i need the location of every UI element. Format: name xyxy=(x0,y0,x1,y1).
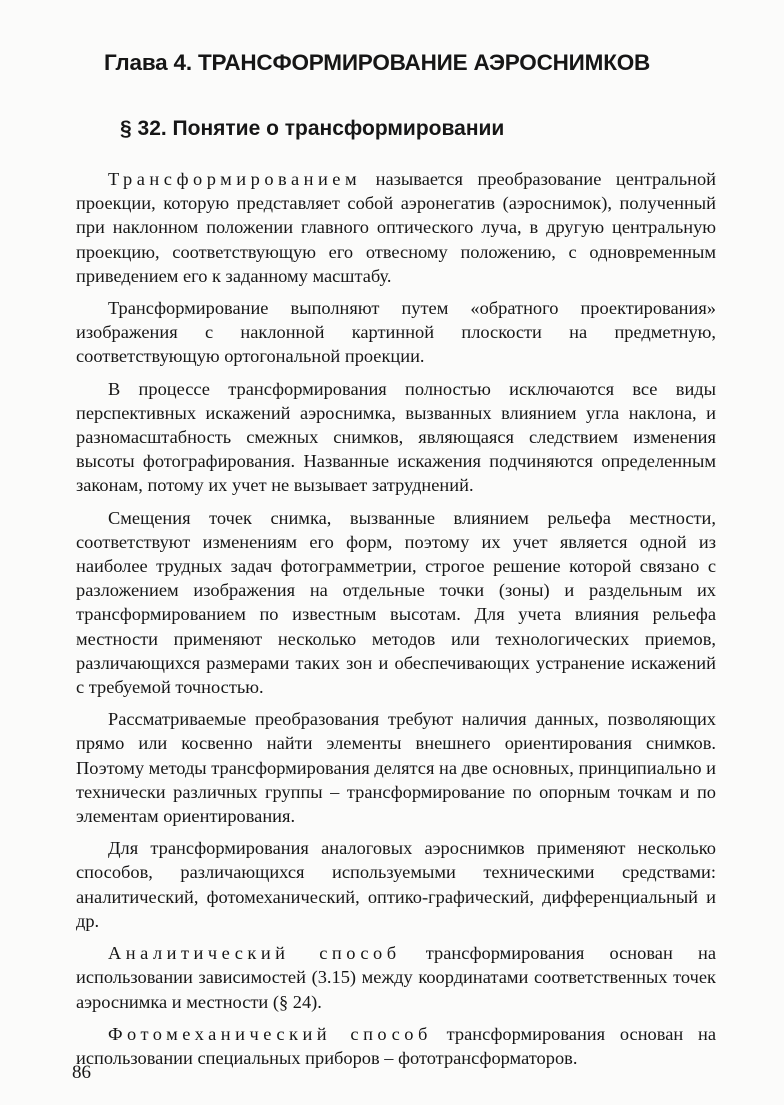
chapter-title: Глава 4. ТРАНСФОРМИРОВАНИЕ АЭРОСНИМКОВ xyxy=(104,50,651,75)
paragraph: В процессе трансформирования полностью исключаются все виды перспективных искажений аэроснимка, вызванных влиянием угла наклона, и разномасштабность смежных снимков, являющаяся следствием изменения высоты фотографирования. Названные искажения подчиняются определенным законам, потому их учет не вызывает затруднений. xyxy=(76,378,716,496)
paragraph xyxy=(76,1022,716,1070)
paragraph xyxy=(76,167,716,288)
section-title: § 32. Понятие о трансформировании xyxy=(120,117,505,140)
body-text xyxy=(76,167,716,1070)
paragraph xyxy=(76,941,716,1014)
spaced-term: Аналитический способ xyxy=(108,943,401,964)
paragraph-text: называется преобразование центральной проекции, которую представляет собой аэронегатив (аэроснимок), полученный при наклонном положении главного оптического луча, в другую центральную проекцию, соответствующую его отвесному положению, с одновременным приведением его к заданному масштабу. xyxy=(76,169,716,286)
paragraph: Рассматриваемые преобразования требуют наличия данных, позволяющих прямо или косвенно найти элементы внешнего ориентирования снимков. Поэтому методы трансформирования делятся на две основных, принципиально и технически различных группы – трансформирование по опорным точкам и по элементам ориентирования. xyxy=(76,709,716,827)
spaced-term: Трансформированием xyxy=(108,169,362,189)
paragraph: Трансформирование выполняют путем «обратного проектирования» изображения с наклонной картинной плоскости на предметную, соответствующую ортогональной проекции. xyxy=(76,298,716,367)
paragraph-text: трансформирования основан на использовании специальных приборов – фототрансформаторов. xyxy=(76,1023,716,1068)
spaced-term: Фотомеханический способ xyxy=(108,1023,432,1044)
paragraph: Для трансформирования аналоговых аэроснимков применяют несколько способов, различающихся используемыми техническими средствами: аналитический, фотомеханический, оптико-графический, дифференциальный и др. xyxy=(76,838,716,931)
paragraph-text: трансформирования основан на использовании зависимостей (3.15) между координатами соответственных точек аэроснимка и местности (§ 24). xyxy=(76,943,716,1012)
paragraph: Смещения точек снимка, вызванные влиянием рельефа местности, соответствуют изменениям его форм, поэтому их учет является одной из наиболее трудных задач фотограмметрии, строгое решение которой связано с разложением изображения на отдельные точки (зоны) и раздельным их трансформированием по известным высотам. Для учета влияния рельефа местности применяют несколько методов или технологических приемов, различающихся размерами таких зон и обеспечивающих устранение искажений с требуемой точностью. xyxy=(76,507,716,698)
page-number: 86 xyxy=(72,1062,91,1083)
